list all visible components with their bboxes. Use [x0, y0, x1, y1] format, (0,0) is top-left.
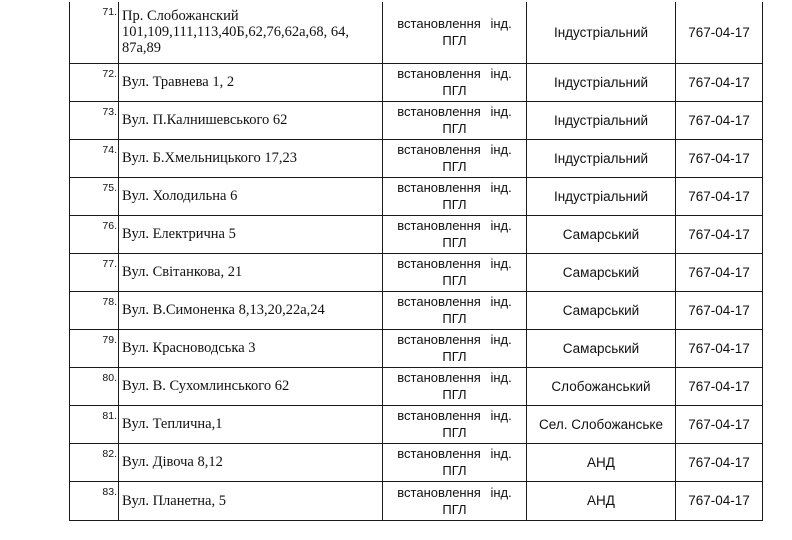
district-text: АНД — [587, 493, 615, 508]
table-row — [70, 405, 763, 443]
table-row — [70, 367, 763, 405]
phone-text: 767-04-17 — [688, 416, 750, 432]
address-text: Вул. В.Симоненка 8,13,20,22а,24 — [122, 302, 325, 318]
work-type-line-1: встановлення інд. — [397, 294, 512, 309]
phone-cell — [676, 2, 763, 63]
work-type-line-2: ПГЛ — [442, 83, 467, 98]
address-cell — [119, 177, 383, 215]
work-type-line-2: ПГЛ — [442, 159, 467, 174]
district-cell — [527, 253, 676, 291]
work-type-line-2: ПГЛ — [442, 197, 467, 212]
work-type-cell — [383, 367, 527, 405]
phone-text: 767-04-17 — [688, 226, 750, 242]
work-type-cell — [383, 63, 527, 101]
work-type-line-2: ПГЛ — [442, 273, 467, 288]
row-number-cell — [70, 291, 119, 329]
phone-cell — [676, 481, 763, 520]
district-text: Самарський — [562, 340, 640, 356]
phone-cell — [676, 405, 763, 443]
address-cell — [119, 2, 383, 63]
district-cell — [527, 139, 676, 177]
district-cell — [527, 2, 676, 63]
address-text: Вул. Планетна, 5 — [122, 492, 226, 509]
district-cell — [527, 63, 676, 101]
phone-cell — [676, 367, 763, 405]
district-cell — [527, 101, 676, 139]
district-cell — [527, 443, 676, 481]
work-type-line-2: ПГЛ — [442, 121, 467, 136]
row-number: 75. — [102, 181, 117, 194]
table-row — [70, 215, 763, 253]
work-type-line-1: встановлення інд. — [397, 484, 512, 500]
address-text: Вул. П.Калнишевського 62 — [122, 112, 288, 128]
row-number: 77. — [102, 257, 117, 270]
address-cell — [119, 481, 383, 520]
row-number: 72. — [102, 67, 117, 80]
work-type-line-1: встановлення інд. — [397, 142, 512, 157]
row-number: 76. — [102, 219, 117, 232]
district-text: АНД — [587, 454, 615, 470]
table-row — [70, 443, 763, 481]
address-text: Вул. Електрична 5 — [122, 226, 236, 242]
phone-cell — [676, 253, 763, 291]
phone-cell — [676, 291, 763, 329]
work-type-line-1: встановлення інд. — [397, 16, 512, 32]
row-number: 73. — [102, 105, 117, 118]
table-row — [70, 481, 763, 520]
work-type-line-1: встановлення інд. — [397, 218, 512, 233]
phone-cell — [676, 443, 763, 481]
work-type-cell — [383, 101, 527, 139]
work-type-cell — [383, 291, 527, 329]
work-type-cell — [383, 443, 527, 481]
row-number: 82. — [102, 447, 117, 460]
work-type-line-1: встановлення інд. — [397, 408, 512, 423]
row-number-cell — [70, 101, 119, 139]
district-cell — [527, 215, 676, 253]
row-number: 83. — [102, 485, 117, 498]
works-table — [69, 2, 763, 521]
work-type-line-2: ПГЛ — [442, 425, 467, 440]
row-number-cell — [70, 405, 119, 443]
district-cell — [527, 367, 676, 405]
works-table-body — [70, 2, 763, 520]
phone-text: 767-04-17 — [688, 74, 750, 90]
district-cell — [527, 177, 676, 215]
work-type-line-1: встановлення інд. — [397, 104, 512, 119]
row-number-cell — [70, 177, 119, 215]
address-text: Вул. Красноводська 3 — [122, 340, 256, 356]
work-type-line-2: ПГЛ — [442, 349, 467, 364]
table-row — [70, 2, 763, 63]
address-cell — [119, 215, 383, 253]
row-number-cell — [70, 2, 119, 63]
district-text: Індустріальний — [553, 74, 649, 90]
address-cell — [119, 367, 383, 405]
work-type-cell — [383, 177, 527, 215]
district-text: Слобожанський — [551, 378, 651, 394]
table-row — [70, 253, 763, 291]
row-number-cell — [70, 253, 119, 291]
table-row — [70, 63, 763, 101]
address-cell — [119, 139, 383, 177]
work-type-cell — [383, 329, 527, 367]
address-text: Вул. Б.Хмельницького 17,23 — [122, 150, 297, 166]
work-type-line-1: встановлення інд. — [397, 370, 512, 385]
table-row — [70, 101, 763, 139]
phone-text: 767-04-17 — [688, 302, 750, 318]
row-number-cell — [70, 139, 119, 177]
row-number-cell — [70, 63, 119, 101]
phone-cell — [676, 139, 763, 177]
row-number: 80. — [102, 371, 117, 384]
work-type-line-2: ПГЛ — [442, 501, 467, 517]
phone-cell — [676, 63, 763, 101]
table-row — [70, 139, 763, 177]
work-type-line-2: ПГЛ — [442, 33, 467, 49]
district-cell — [527, 291, 676, 329]
row-number-cell — [70, 481, 119, 520]
address-text: Вул. Світанкова, 21 — [122, 264, 243, 280]
row-number: 71. — [102, 6, 117, 18]
work-type-cell — [383, 405, 527, 443]
phone-cell — [676, 101, 763, 139]
table-row — [70, 291, 763, 329]
district-text: Індустріальний — [553, 188, 649, 204]
district-text: Самарський — [562, 302, 640, 318]
row-number: 74. — [102, 143, 117, 156]
phone-text: 767-04-17 — [688, 264, 750, 280]
district-cell — [527, 329, 676, 367]
phone-text: 767-04-17 — [688, 188, 750, 204]
address-cell — [119, 63, 383, 101]
work-type-cell — [383, 253, 527, 291]
work-type-line-2: ПГЛ — [442, 311, 467, 326]
district-text: Індустріальний — [553, 24, 649, 40]
address-text: Пр. Слобожанский 101,109,111,113,40Б,62,76,62а,68, 64, 87а,89 — [122, 8, 350, 57]
work-type-cell — [383, 215, 527, 253]
address-text: Вул. Дівоча 8,12 — [122, 454, 223, 470]
row-number: 81. — [102, 409, 117, 422]
district-text: Індустріальний — [553, 150, 649, 166]
phone-cell — [676, 177, 763, 215]
address-cell — [119, 291, 383, 329]
row-number-cell — [70, 329, 119, 367]
work-type-line-1: встановлення інд. — [397, 446, 512, 461]
work-type-line-2: ПГЛ — [442, 235, 467, 250]
phone-text: 767-04-17 — [688, 150, 750, 166]
work-type-cell — [383, 481, 527, 520]
phone-cell — [676, 215, 763, 253]
row-number-cell — [70, 367, 119, 405]
work-type-line-1: встановлення інд. — [397, 180, 512, 195]
address-cell — [119, 253, 383, 291]
work-type-line-1: встановлення інд. — [397, 332, 512, 347]
address-text: Вул. Травнева 1, 2 — [122, 74, 235, 90]
district-cell — [527, 481, 676, 520]
work-type-line-2: ПГЛ — [442, 463, 467, 478]
row-number: 78. — [102, 295, 117, 308]
row-number-cell — [70, 443, 119, 481]
address-cell — [119, 443, 383, 481]
address-text: Вул. В. Сухомлинського 62 — [122, 378, 290, 394]
address-text: Вул. Теплична,1 — [122, 416, 223, 432]
phone-text: 767-04-17 — [688, 24, 750, 40]
work-type-cell — [383, 139, 527, 177]
work-type-line-1: встановлення інд. — [397, 66, 512, 81]
phone-text: 767-04-17 — [688, 378, 750, 394]
work-type-line-2: ПГЛ — [442, 387, 467, 402]
table-row — [70, 329, 763, 367]
phone-text: 767-04-17 — [688, 112, 750, 128]
row-number-cell — [70, 215, 119, 253]
district-text: Індустріальний — [553, 112, 649, 128]
district-text: Самарський — [562, 264, 640, 280]
district-text: Самарський — [562, 226, 640, 242]
phone-text: 767-04-17 — [688, 454, 750, 470]
phone-cell — [676, 329, 763, 367]
work-type-line-1: встановлення інд. — [397, 256, 512, 271]
phone-text: 767-04-17 — [688, 493, 750, 508]
table-row — [70, 177, 763, 215]
district-text: Сел. Слобожанське — [539, 416, 663, 432]
phone-text: 767-04-17 — [688, 340, 750, 356]
row-number: 79. — [102, 333, 117, 346]
address-text: Вул. Холодильна 6 — [122, 188, 238, 204]
district-cell — [527, 405, 676, 443]
address-cell — [119, 329, 383, 367]
address-cell — [119, 101, 383, 139]
address-cell — [119, 405, 383, 443]
work-type-cell — [383, 2, 527, 63]
